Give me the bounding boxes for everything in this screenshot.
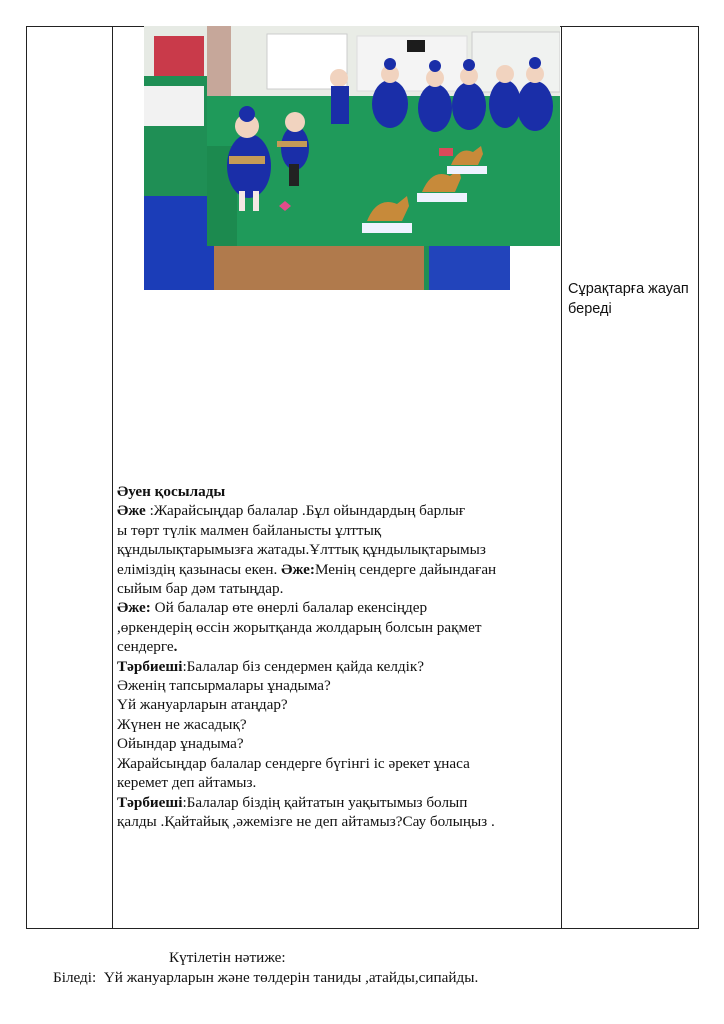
text-line: [117, 521, 557, 540]
text-segment: сыйым бар дәм татыңдар.: [117, 580, 284, 598]
text-line: [117, 773, 557, 792]
text-line: [117, 754, 557, 773]
text-segment: Ой балалар өте өнерлі балалар екенсіңдер: [150, 599, 428, 617]
text-line: [117, 560, 557, 579]
text-line: [117, 793, 557, 812]
text-line: [117, 734, 557, 753]
text-segment: сендерге: [117, 638, 174, 656]
text-segment: қалды .Қайтайық ,әжемізге не деп айтамыз?Сау болыңыз .: [117, 812, 495, 830]
column-divider-1: [112, 27, 113, 928]
bold-segment: Әже: [117, 502, 146, 520]
text-segment: Әженің тапсырмалары ұнадыма?: [117, 677, 331, 695]
bold-segment: Әже:: [117, 599, 151, 617]
text-segment: Үй жануарларын атаңдар?: [117, 696, 288, 714]
bold-segment: Тәрбиеші: [117, 657, 183, 675]
text-segment: :Балалар біздің қайтатын уақытымыз болып: [182, 793, 468, 811]
knows-line: Біледі: Үй жануарларын және төлдерін таниды ,атайды,сипайды.: [53, 969, 479, 986]
text-line: [117, 501, 557, 520]
text-segment: Жарайсыңдар балалар сендерге бүгінгі іс әрекет ұнаса: [117, 754, 470, 772]
bold-segment: Әже:: [281, 560, 315, 578]
children-playing-photo: [207, 26, 560, 246]
lesson-text: [117, 482, 557, 831]
text-segment: Менің сендерге дайындаған: [314, 560, 497, 578]
text-line: [117, 482, 557, 501]
text-segment: керемет деп айтамыз.: [117, 774, 257, 792]
text-line: [117, 540, 557, 559]
text-line: [117, 637, 557, 656]
text-segment: :Жарайсыңдар балалар .Бұл ойындардың барлығ: [145, 502, 466, 520]
expected-result-heading: Күтілетін нәтиже:: [169, 949, 286, 966]
text-segment: Жүнен не жасадық?: [117, 715, 247, 733]
text-line: [117, 715, 557, 734]
text-segment: құндылықтарымызға жатады.Ұлттық құндылықтарымыз: [117, 541, 486, 559]
text-line: [117, 676, 557, 695]
side-column-text: Сұрақтарға жауап береді: [568, 281, 689, 317]
text-segment: :Балалар біз сендермен қайда келдік?: [182, 657, 424, 675]
text-line: [117, 812, 557, 831]
bold-segment: Әуен қосылады: [117, 483, 226, 500]
text-line: [117, 579, 557, 598]
text-line: [117, 618, 557, 637]
text-line: [117, 657, 557, 676]
text-line: [117, 695, 557, 714]
text-segment: ы төрт түлік малмен байланысты ұлттық: [117, 521, 382, 539]
bold-segment: .: [173, 638, 178, 656]
bold-segment: Тәрбиеші: [117, 793, 183, 811]
text-segment: Ойындар ұнадыма?: [117, 735, 244, 753]
text-segment: еліміздің қазынасы екен.: [117, 560, 282, 578]
text-segment: ,өркендерің өссін жорытқанда жолдарың болсын рақмет: [117, 618, 482, 636]
column-divider-2: [561, 27, 562, 928]
text-line: [117, 598, 557, 617]
